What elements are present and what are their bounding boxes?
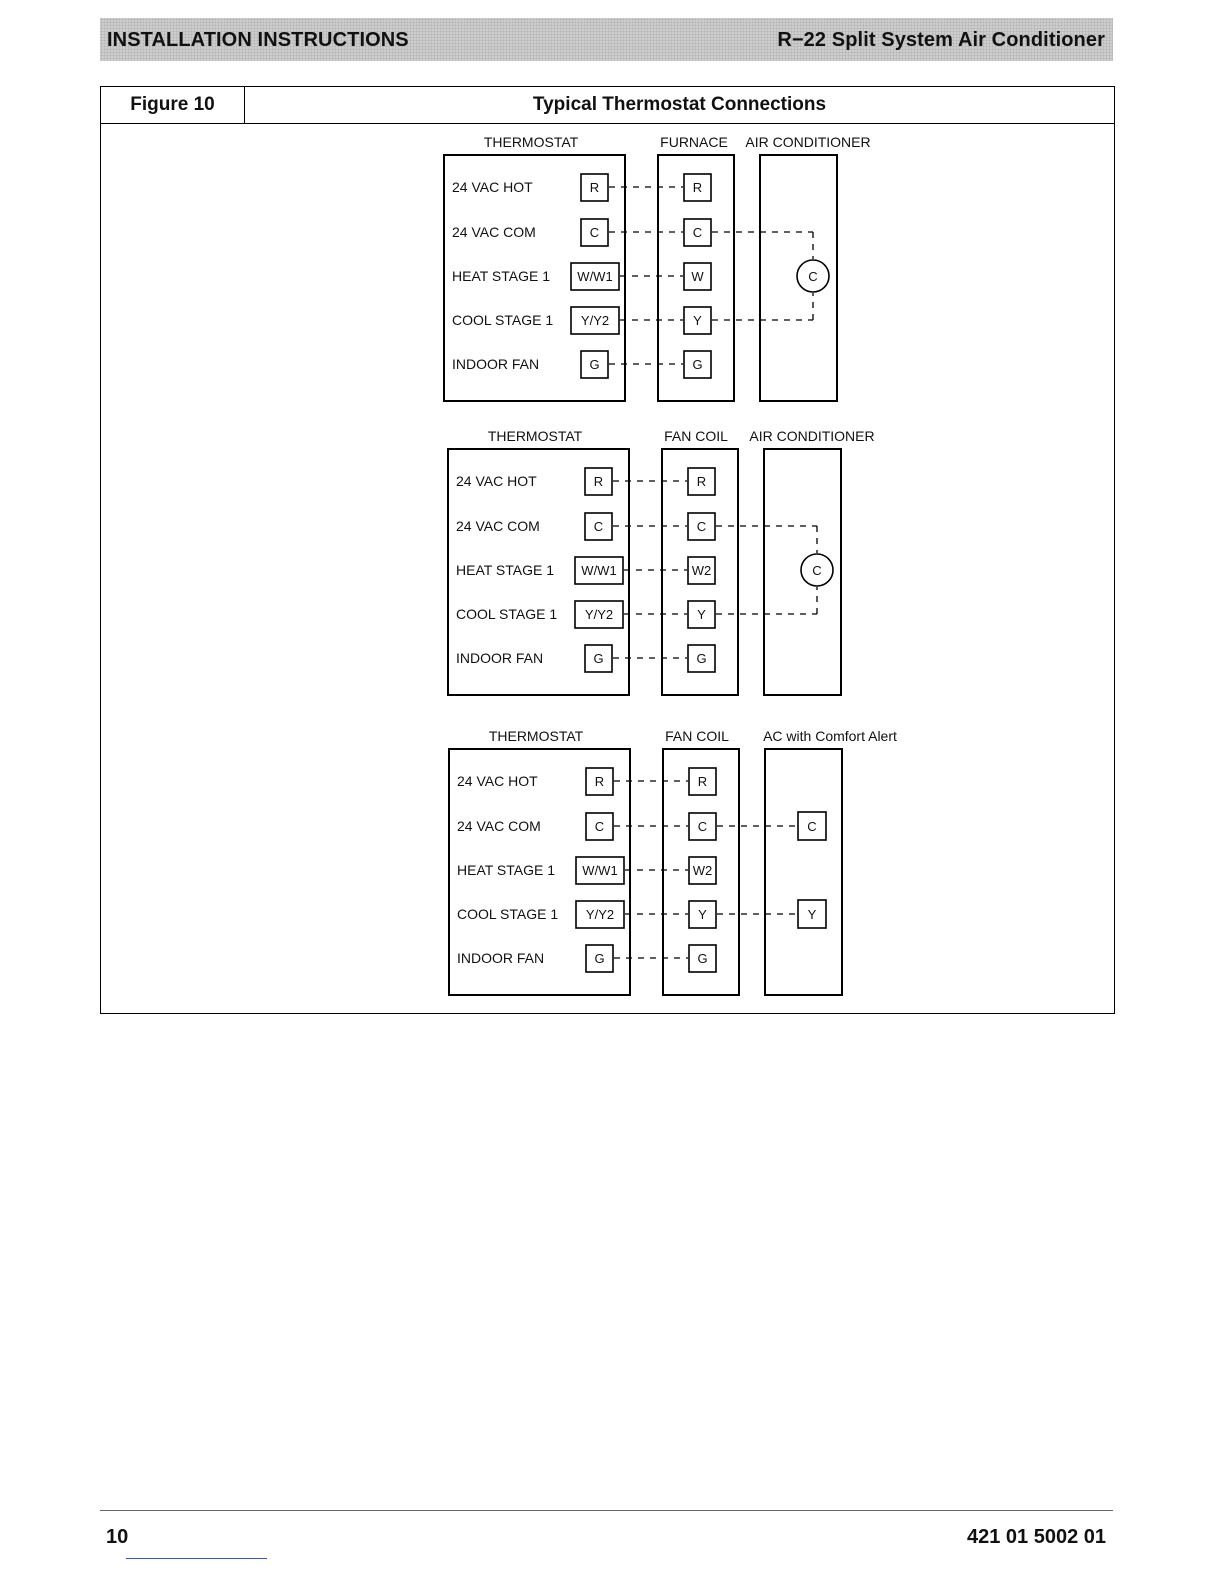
terminal-label: COOL STAGE 1	[457, 906, 559, 922]
footer-link-underline	[126, 1558, 267, 1559]
footer-rule	[100, 1510, 1113, 1511]
thermostat-terminal-label: C	[594, 819, 605, 834]
thermostat-terminal-label: W/W1	[577, 269, 613, 284]
header-right-title: R−22 Split System Air Conditioner	[777, 29, 1105, 51]
outdoor-unit-title: AIR CONDITIONER	[745, 134, 871, 150]
thermostat-terminal-label: R	[594, 774, 605, 789]
indoor-terminal-label: G	[692, 357, 703, 372]
thermostat-terminal-label: R	[593, 474, 604, 489]
header-left-title: INSTALLATION INSTRUCTIONS	[107, 29, 409, 51]
thermostat-title: THERMOSTAT	[483, 134, 579, 150]
terminal-label: COOL STAGE 1	[452, 312, 554, 328]
thermostat-title: THERMOSTAT	[488, 728, 584, 744]
terminal-label: 24 VAC HOT	[457, 773, 538, 789]
wiring-diagram-3	[449, 728, 897, 995]
wiring-diagram-1	[444, 134, 871, 401]
indoor-unit-title: FAN COIL	[664, 428, 728, 444]
terminal-label: INDOOR FAN	[452, 356, 540, 372]
thermostat-terminal-label: Y/Y2	[580, 313, 610, 328]
terminal-label: HEAT STAGE 1	[457, 862, 556, 878]
terminal-label: 24 VAC COM	[457, 818, 541, 834]
outdoor-unit-title: AIR CONDITIONER	[749, 428, 875, 444]
terminal-label: 24 VAC COM	[456, 518, 540, 534]
thermostat-terminal-label: R	[589, 180, 600, 195]
terminal-label: 24 VAC HOT	[452, 179, 533, 195]
indoor-terminal-label: G	[696, 651, 707, 666]
thermostat-terminal-label: Y/Y2	[585, 907, 615, 922]
indoor-terminal-label: W	[691, 269, 704, 284]
terminal-label: HEAT STAGE 1	[456, 562, 555, 578]
page-number: 10	[106, 1526, 129, 1548]
thermostat-terminal-label: W/W1	[582, 863, 618, 878]
indoor-terminal-label: C	[692, 225, 703, 240]
comfort-alert-terminal-label: C	[807, 819, 817, 834]
indoor-terminal-label: W2	[691, 563, 712, 578]
indoor-terminal-label: G	[697, 951, 708, 966]
indoor-terminal-label: C	[697, 819, 708, 834]
thermostat-terminal-label: G	[589, 357, 600, 372]
indoor-terminal-label: R	[696, 474, 707, 489]
thermostat-terminal-label: G	[594, 951, 605, 966]
terminal-label: 24 VAC HOT	[456, 473, 537, 489]
terminal-label: INDOOR FAN	[456, 650, 544, 666]
terminal-label: 24 VAC COM	[452, 224, 536, 240]
terminal-label: COOL STAGE 1	[456, 606, 558, 622]
indoor-terminal-label: Y	[698, 907, 707, 922]
thermostat-terminal-label: Y/Y2	[584, 607, 614, 622]
indoor-terminal-label: W2	[692, 863, 713, 878]
indoor-terminal-label: Y	[697, 607, 706, 622]
thermostat-terminal-label: W/W1	[581, 563, 617, 578]
contactor-coil-label: C	[808, 269, 818, 284]
wiring-diagram-2	[448, 428, 875, 695]
comfort-alert-terminal-label: Y	[807, 907, 817, 922]
contactor-coil-label: C	[812, 563, 822, 578]
thermostat-terminal-label: C	[593, 519, 604, 534]
terminal-label: HEAT STAGE 1	[452, 268, 551, 284]
figure-number: Figure 10	[101, 87, 245, 123]
indoor-unit-title: FURNACE	[660, 134, 728, 150]
figure-caption: Typical Thermostat Connections	[532, 94, 827, 115]
outdoor-unit-box	[765, 749, 842, 995]
indoor-terminal-label: R	[692, 180, 703, 195]
indoor-unit-title: FAN COIL	[665, 728, 729, 744]
indoor-terminal-label: Y	[693, 313, 702, 328]
document-number: 421 01 5002 01	[966, 1526, 1106, 1548]
thermostat-terminal-label: G	[593, 651, 604, 666]
terminal-label: INDOOR FAN	[457, 950, 545, 966]
thermostat-title: THERMOSTAT	[487, 428, 583, 444]
indoor-terminal-label: R	[697, 774, 708, 789]
indoor-terminal-label: C	[696, 519, 707, 534]
thermostat-terminal-label: C	[589, 225, 600, 240]
outdoor-unit-title: AC with Comfort Alert	[763, 728, 897, 744]
